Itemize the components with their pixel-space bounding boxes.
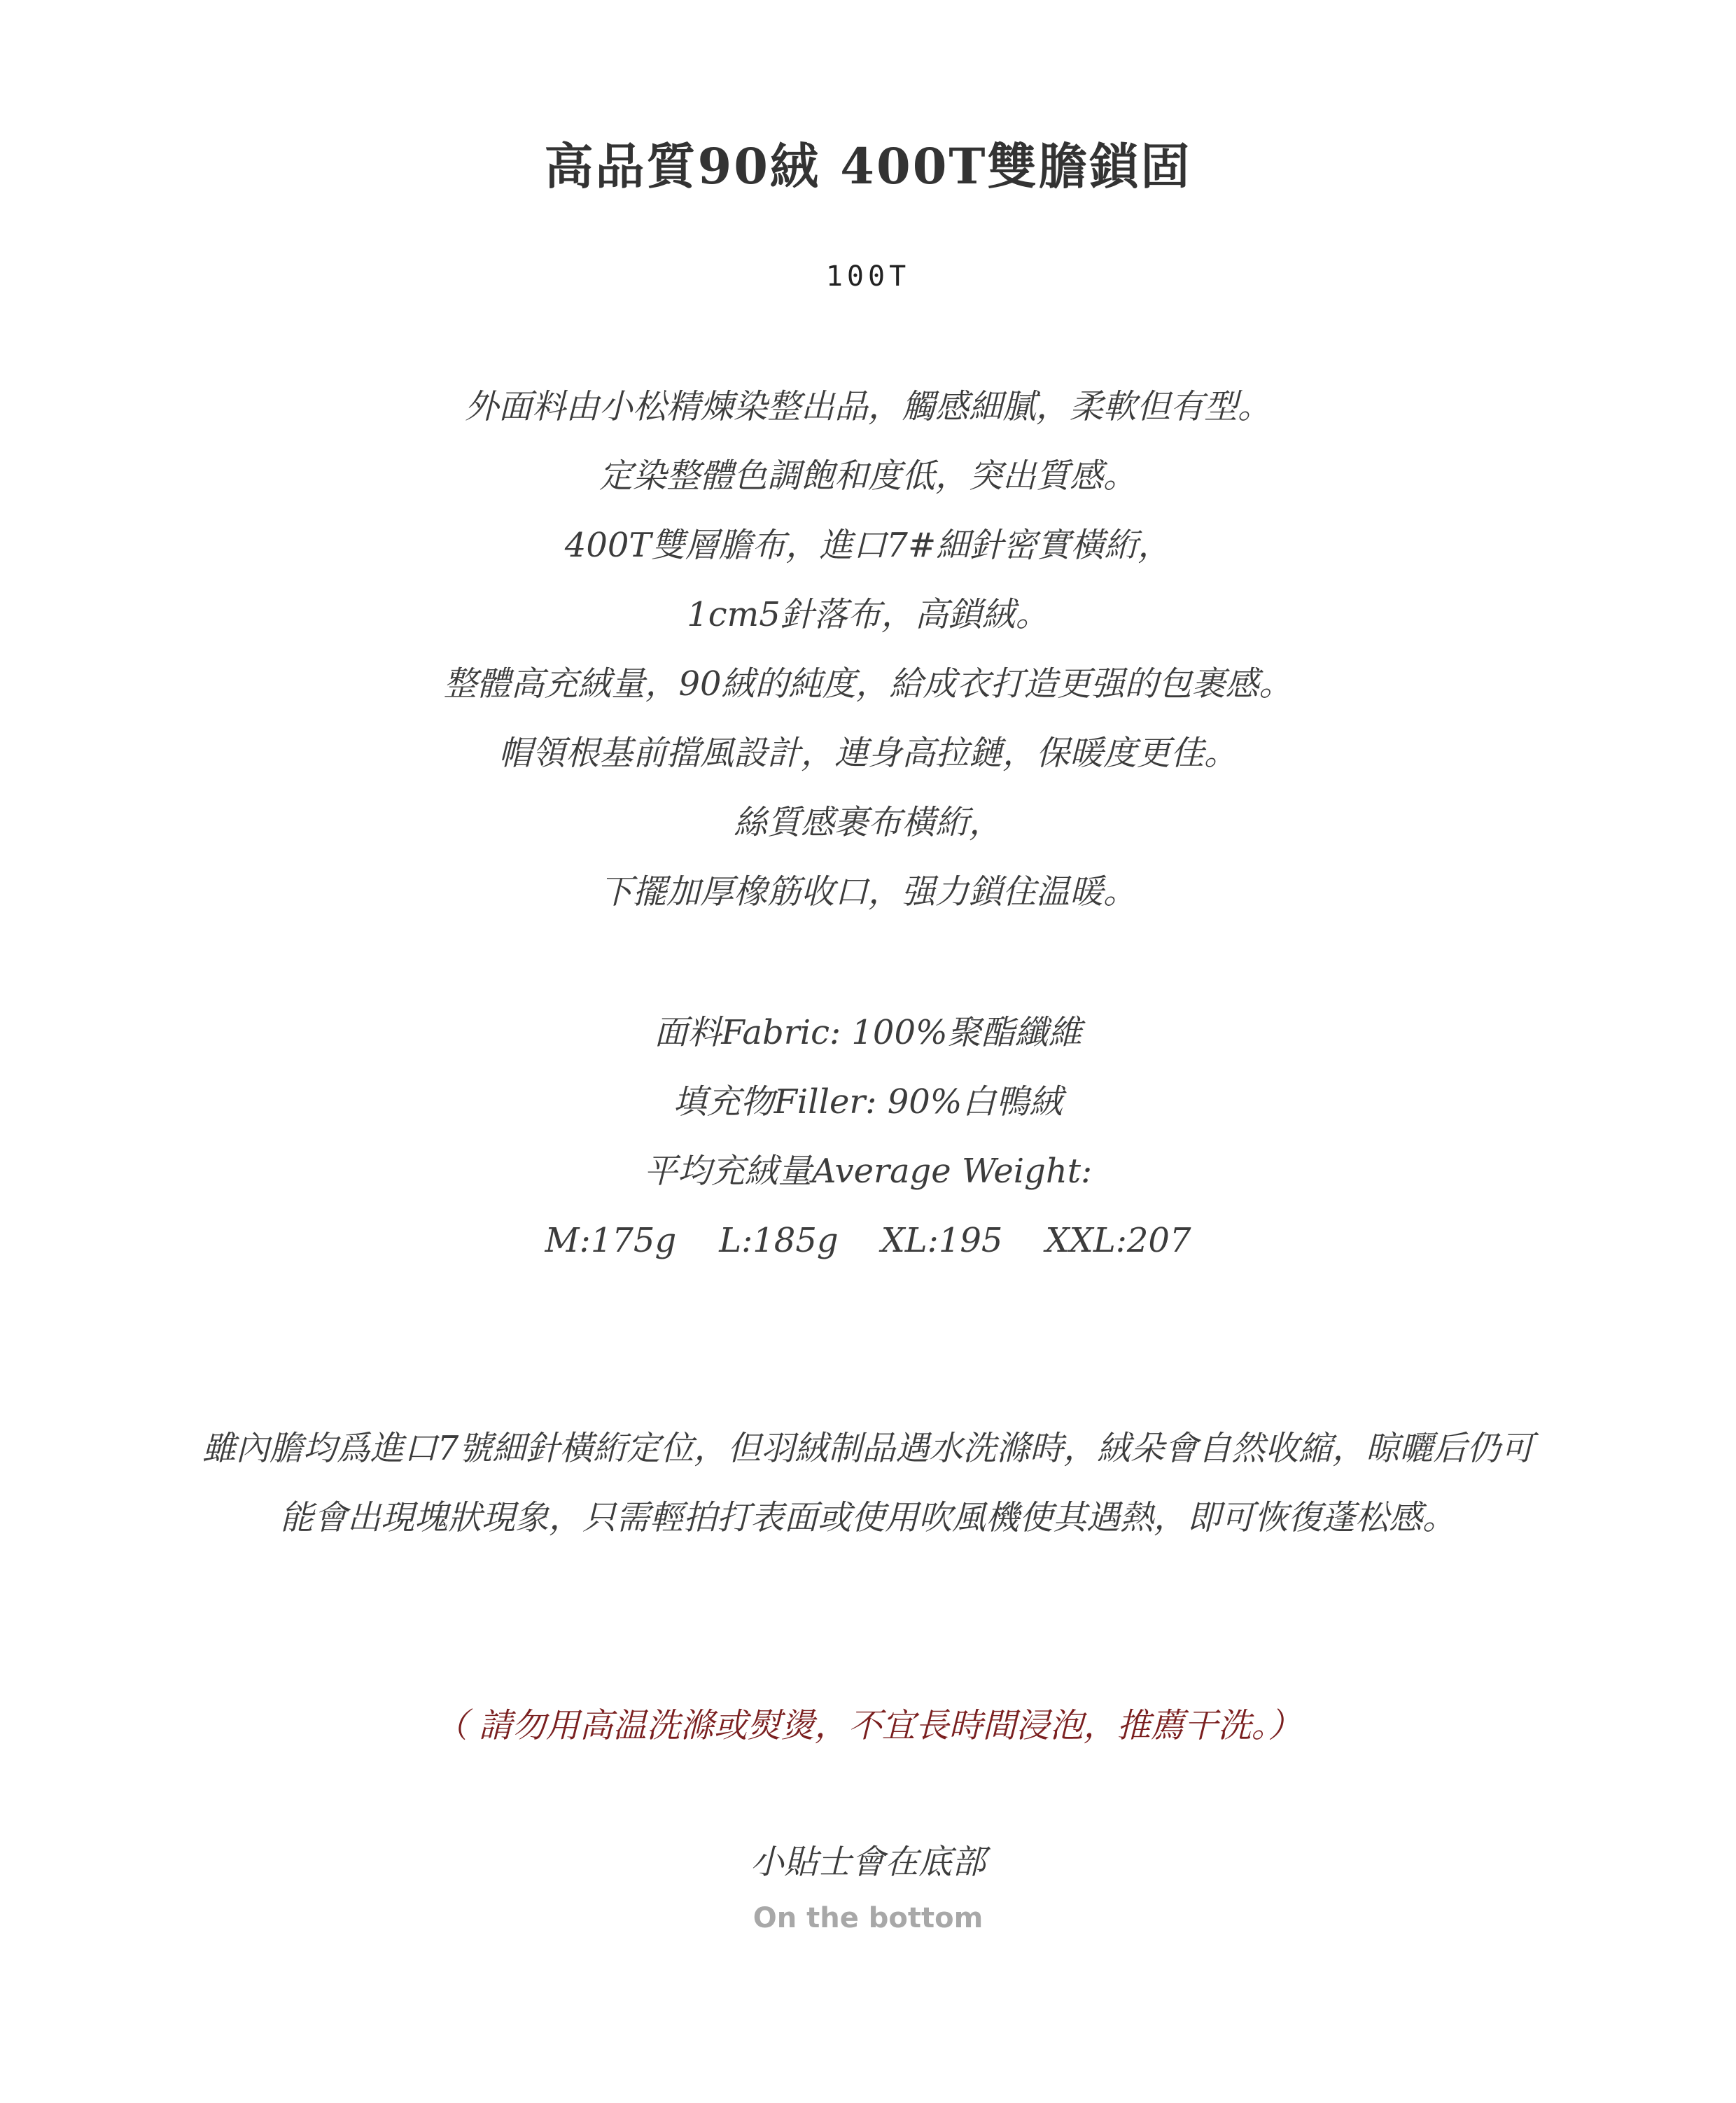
description-line: 下擺加厚橡筋收口，强力鎖住温暖。 [598,872,1137,911]
filler-spec: 填充物Filler: 90%白鴨絨 [673,1082,1063,1122]
description-line: 定染整體色調飽和度低，突出質感。 [598,456,1137,496]
specs-block [0,998,1736,1276]
note-line: 能會出現塊狀現象，只需輕拍打表面或使用吹風機使其遇熱，即可恢復蓬松感。 [279,1498,1456,1537]
tip-label-english: On the bottom [752,1902,983,1934]
description-block [0,372,1736,927]
description-line: 帽領根基前擋風設計，連身高拉鏈，保暖度更佳。 [498,734,1238,773]
description-line: 整體高充絨量，90絨的純度，給成衣打造更强的包裹感。 [443,664,1293,704]
description-line: 絲質感裹布橫絎， [733,803,1002,842]
page-title: 高品質90絨 400T雙膽鎖固 [544,137,1192,195]
weight-label: 平均充絨量Average Weight: [643,1152,1093,1191]
tip-label: 小貼士會在底部 [750,1843,986,1882]
description-line: 1cm5針落布，高鎖絨。 [687,595,1049,634]
description-line: 外面料由小松精煉染整出品，觸感細膩，柔軟但有型。 [464,387,1271,426]
washing-note-block [0,1414,1736,1553]
description-line: 400T雙層膽布，進口7#細針密實橫絎， [564,526,1172,565]
weight-values: M:175g L:185g XL:195 XXL:207 [545,1221,1191,1260]
page-subtitle: 100T [825,260,911,293]
note-line: 雖內膽均爲進口7號細針橫絎定位，但羽絨制品遇水洗滌時，絨朵會自然收縮，晾曬后仍可 [202,1429,1534,1468]
fabric-spec: 面料Fabric: 100%聚酯纖維 [654,1013,1082,1052]
care-warning: （ 請勿用高温洗滌或熨燙，不宜長時間浸泡，推薦干洗。） [434,1706,1302,1745]
